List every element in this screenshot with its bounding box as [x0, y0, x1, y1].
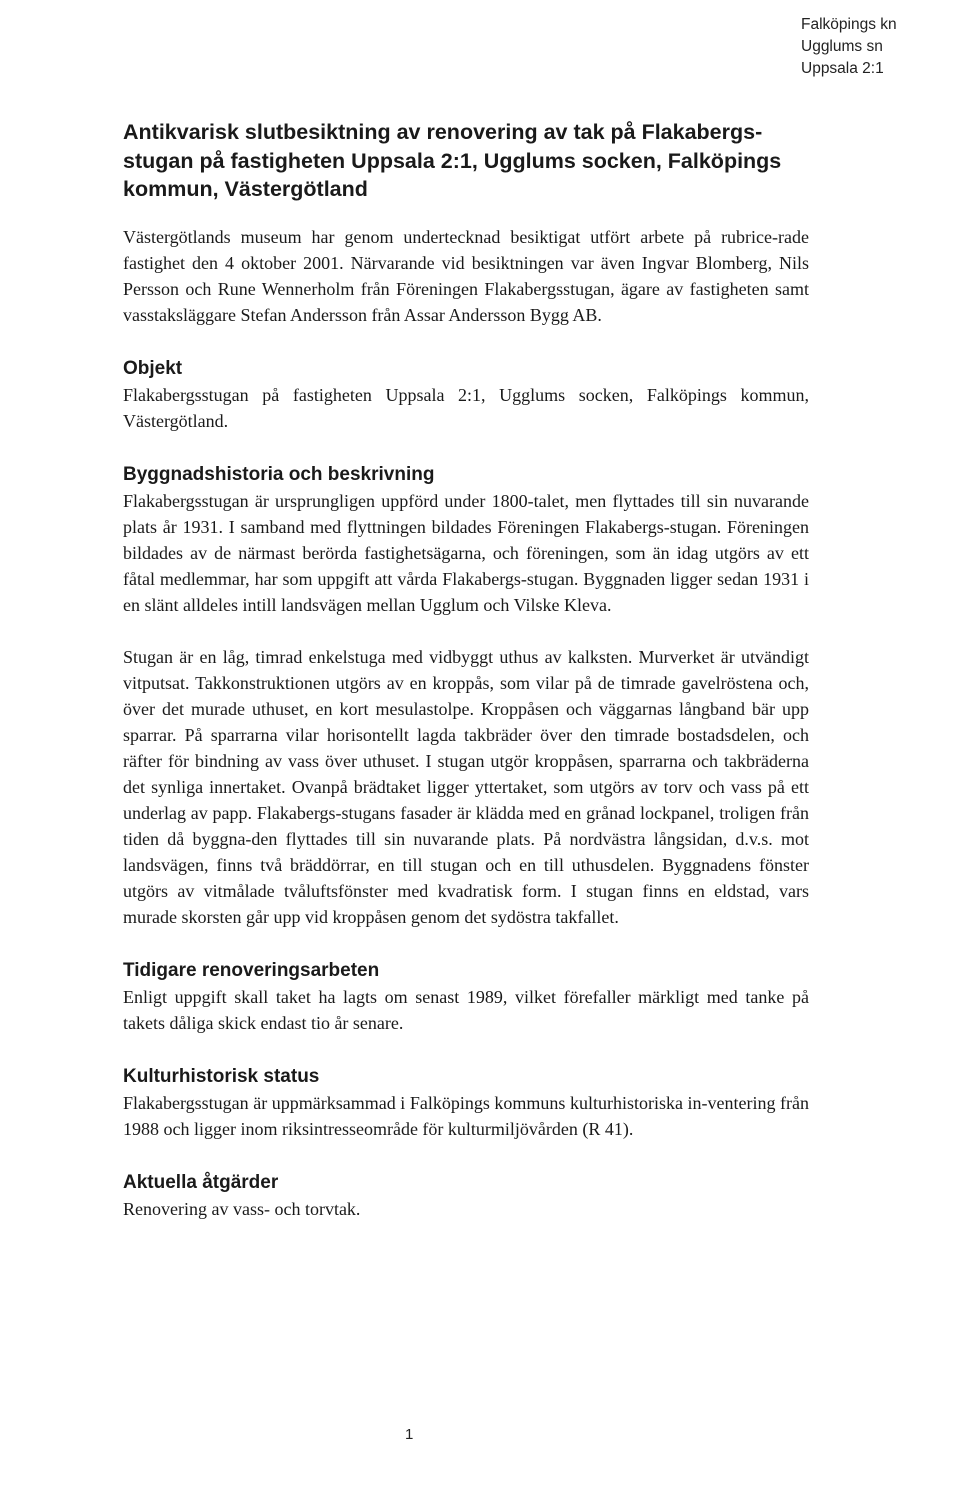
section-heading: Aktuella åtgärder [123, 1171, 279, 1193]
intro-paragraph: Västergötlands museum har genom undertecknad besiktigat utfört arbete på rubrice-rade fastighet den 4 oktober 2001. Närvarande vid besiktningen var även Ingvar Blomberg, Nils Persson och Rune Wennerholm från Föreningen Flakabergsstugan, ägare av fastigheten samt vasstaksläggare Stefan Andersson från Assar Andersson Bygg AB. [123, 226, 809, 325]
section-paragraph: Flakabergsstugan är uppmärksammad i Falköpings kommuns kulturhistoriska in-ventering från 1988 och ligger inom riksintresseområde för kulturmiljövården (R 41). [123, 1092, 809, 1139]
section-tidigare-renoveringsarbeten [123, 958, 809, 1036]
section-heading: Kulturhistorisk status [123, 1065, 320, 1087]
section-paragraph: Enligt uppgift skall taket ha lagts om senast 1989, vilket förefaller märkligt med tanke på takets dåliga skick endast tio år senare. [123, 986, 809, 1033]
page-number: 1 [405, 1426, 414, 1443]
header-property: Uppsala 2:1 [801, 60, 884, 77]
section-paragraph: Stugan är en låg, timrad enkelstuga med vidbyggt uthus av kalksten. Murverket är utvändigt vitputsat. Takkonstruktionen utgörs av en kroppås, som vilar på de timrade gavelröstena och, över det murade uthuset, en kort mesulastolpe. Kroppåsen och väggarnas långband bär upp sparrar. På sparrarna vilar horisontellt lagda takbräder över den timrade bostadsdelen, och räfter för bindning av vass över uthuset. I stugan utgör kroppåsen, sparrarna och takbräderna det synliga innertaket. Ovanpå brädtaket ligger yttertaket, som utgörs av torv och vass på ett underlag av papp. Flakabergs-stugans fasader är klädda med en grånad lockpanel, troligen från tiden då byggna-den flyttades till sin nuvarande plats. På nordvästra långsidan, d.v.s. mot landsvägen, finns två bräddörrar, en till stugan och en till uthusdelen. Byggnadens fönster utgörs av vitmålade tvåluftsfönster med kvadratisk form. I stugan finns en eldstad, vars murade skorsten går upp vid kroppåsen genom det sydöstra takfallet. [123, 646, 809, 927]
section-paragraph: Renovering av vass- och torvtak. [123, 1198, 361, 1219]
header-municipality: Falköpings kn [801, 16, 897, 33]
section-heading: Tidigare renoveringsarbeten [123, 959, 380, 981]
document-body [123, 118, 809, 1222]
section-paragraph: Flakabergsstugan är ursprungligen uppförd under 1800-talet, men flyttades till sin nuvarande plats år 1931. I samband med flyttningen bildades Föreningen Flakabergs-stugan. Föreningen bildades av de närmast berörda fastighetsägarna, och föreningen, som än idag utgörs av ett fåtal medlemmar, har som uppgift att vårda Flakabergs-stugan. Byggnaden ligger sedan 1931 i en slänt alldeles intill landsvägen mellan Ugglum och Vilske Kleva. [123, 490, 809, 615]
header-parish: Ugglums sn [801, 38, 883, 55]
section-heading: Objekt [123, 357, 183, 379]
section-heading: Byggnadshistoria och beskrivning [123, 463, 435, 485]
location-header [801, 14, 951, 80]
section-byggnadshistoria [123, 462, 809, 930]
section-kulturhistorisk-status [123, 1064, 809, 1142]
section-aktuella-atgarder [123, 1170, 809, 1222]
section-paragraph: Flakabergsstugan på fastigheten Uppsala 2:1, Ugglums socken, Falköpings kommun, Västergötland. [123, 384, 809, 431]
section-objekt [123, 356, 809, 434]
document-title: Antikvarisk slutbesiktning av renovering av tak på Flakabergs-stugan på fastigheten Uppsala 2:1, Ugglums socken, Falköpings kommun, Västergötland [123, 120, 782, 201]
